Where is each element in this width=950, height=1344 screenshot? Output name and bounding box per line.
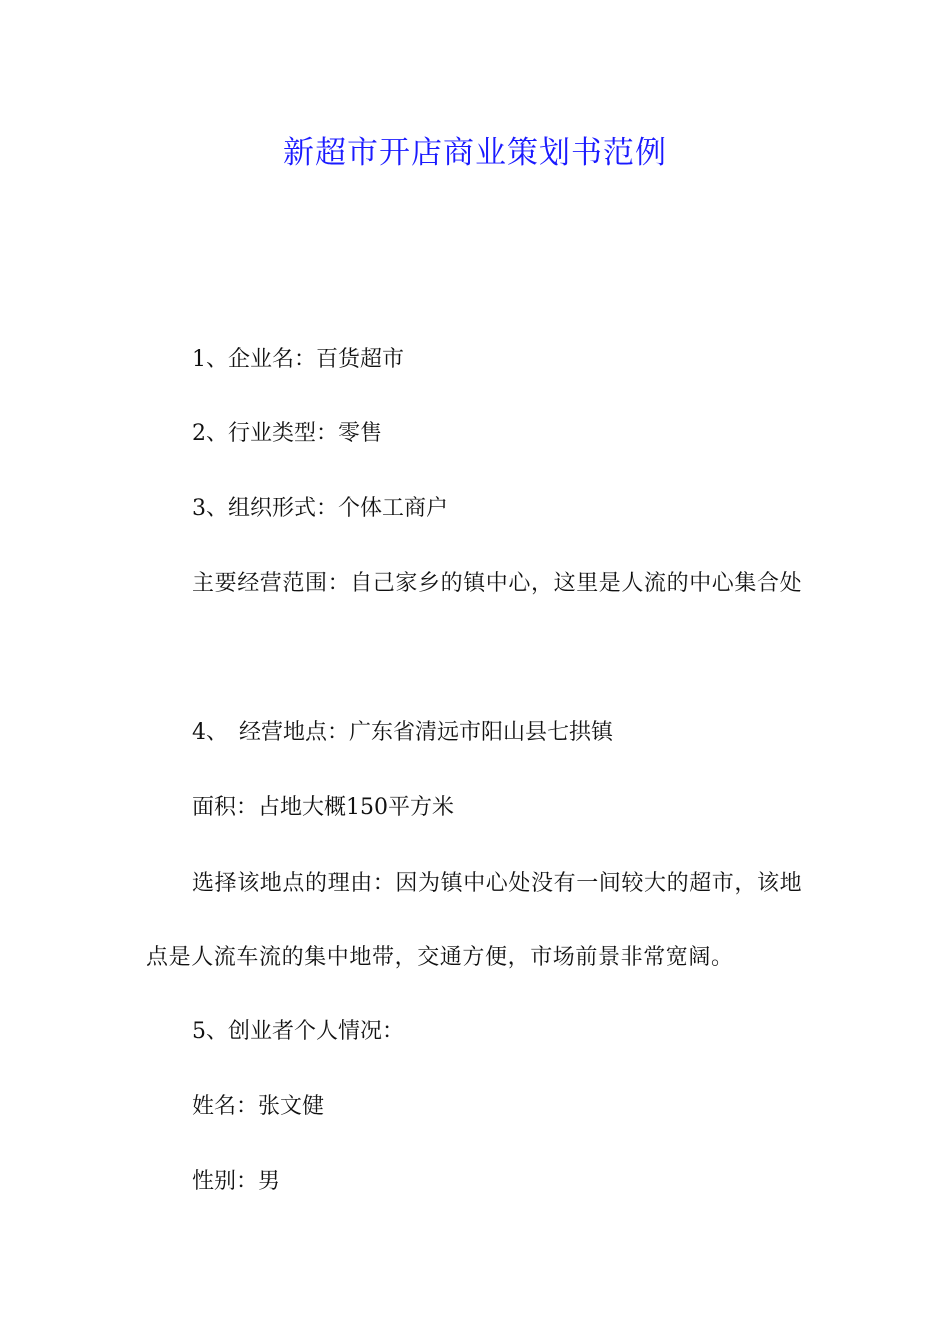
paragraph-founder-name: 姓名：张文健 — [192, 1094, 325, 1119]
paragraph-industry-type: 2、行业类型：零售 — [192, 421, 382, 446]
paragraph-founder-info: 5、创业者个人情况： — [192, 1019, 404, 1044]
paragraph-organization-form: 3、组织形式：个体工商户 — [192, 496, 448, 521]
paragraph-business-scope: 主要经营范围：自己家乡的镇中心，这里是人流的中心集合处 — [192, 571, 803, 596]
paragraph-area: 面积：占地大概150平方米 — [192, 795, 454, 820]
paragraph-company-name: 1、企业名：百货超市 — [192, 347, 404, 372]
paragraph-business-location: 4、 经营地点：广东省清远市阳山县七拱镇 — [192, 720, 613, 745]
paragraph-founder-gender: 性别：男 — [192, 1169, 281, 1194]
paragraph-location-reason: 选择该地点的理由：因为镇中心处没有一间较大的超市，该地点是人流车流的集中地带，交通方便，市场前景非常宽阔。 — [146, 871, 803, 970]
document-title: 新超市开店商业策划书范例 — [283, 135, 667, 171]
